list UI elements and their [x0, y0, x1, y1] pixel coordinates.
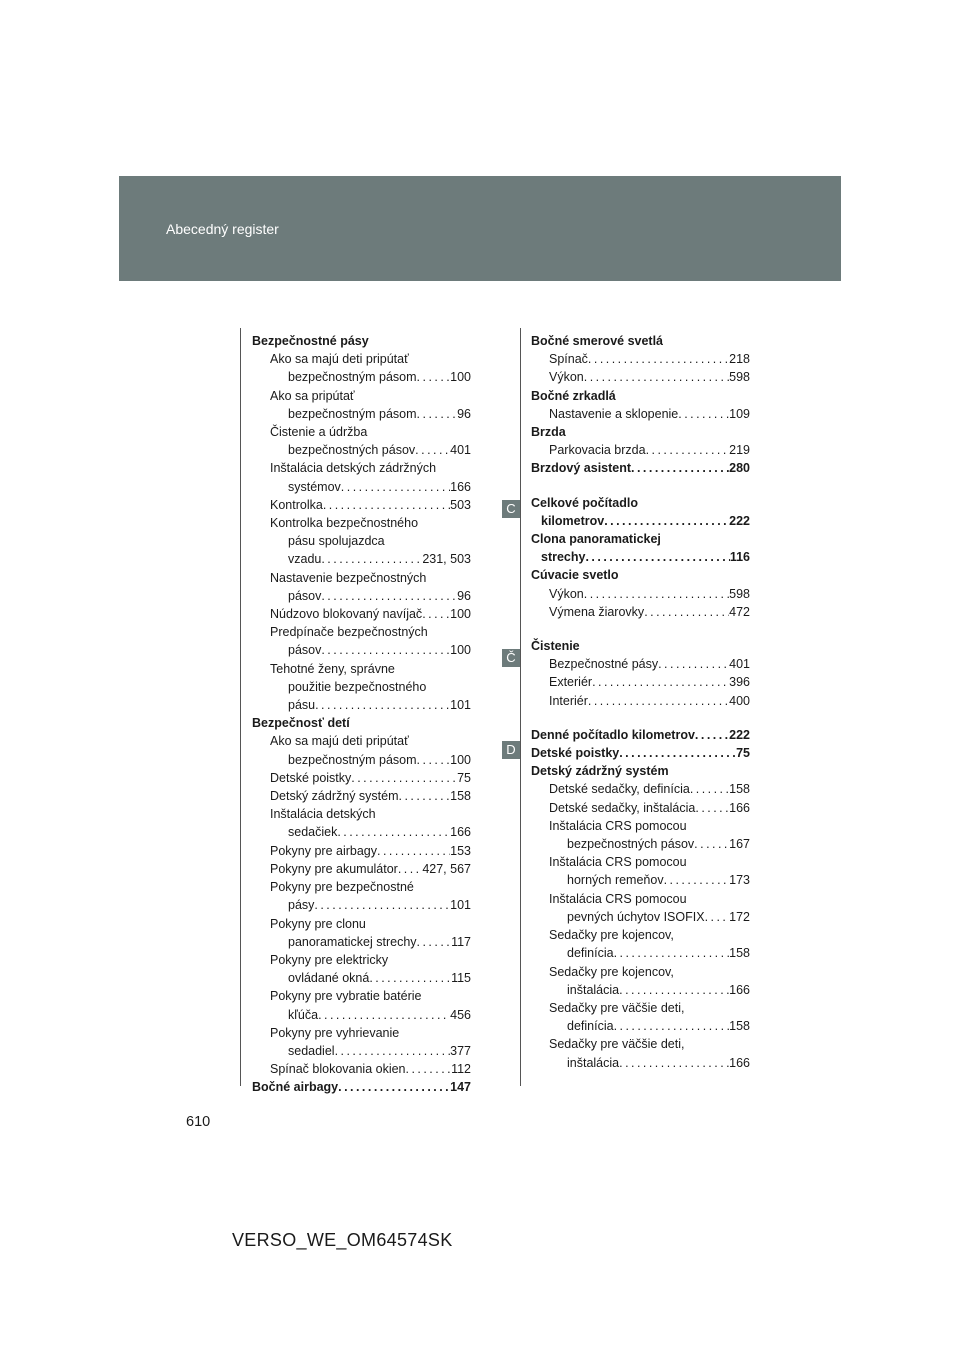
entry-text: Výkon	[549, 586, 584, 601]
index-main-entry	[531, 332, 750, 350]
page-reference[interactable]: 158	[450, 789, 471, 804]
leader-dots	[321, 587, 457, 605]
entry-text: Výmena žiarovky	[549, 604, 645, 619]
entry-text: Bočné smerové svetlá	[531, 334, 664, 348]
entry-text: Pokyny pre akumulátor	[270, 861, 398, 876]
entry-text: pevných úchytov ISOFIX	[567, 909, 705, 924]
page-reference[interactable]: 75	[457, 770, 471, 785]
index-sub-entry	[531, 999, 750, 1035]
section-gap	[531, 621, 750, 637]
page-reference[interactable]: 101	[450, 898, 471, 913]
entry-text: Bočné zrkadlá	[531, 388, 616, 403]
entry-text: Pokyny pre elektricky	[270, 952, 389, 967]
entry-text: Detské poistky	[270, 770, 352, 785]
page-reference[interactable]: 147	[450, 1080, 471, 1095]
index-main-entry	[531, 762, 750, 780]
index-main-entry	[252, 1078, 471, 1096]
entry-text: Čistenie a údržba	[270, 425, 368, 440]
entry-text: strechy	[541, 550, 586, 565]
page-reference[interactable]: 401	[729, 657, 750, 672]
letter-marker-c: C	[502, 500, 520, 518]
document-code: VERSO_WE_OM64574SK	[232, 1230, 453, 1250]
entry-text: Ako sa pripútať	[270, 388, 355, 403]
page-reference[interactable]: 219	[729, 443, 750, 458]
entry-text: vzadu	[288, 552, 322, 567]
page-reference[interactable]: 400	[729, 693, 750, 708]
entry-text: Celkové počítadlo	[531, 495, 638, 510]
page-reference[interactable]: 167	[729, 837, 750, 852]
leader-dots	[695, 726, 729, 744]
entry-text: sedadiel	[288, 1043, 335, 1058]
leader-dots	[417, 405, 458, 423]
entry-text: pásy	[288, 898, 315, 913]
page-reference[interactable]: 172	[729, 909, 750, 924]
entry-text: pásu	[288, 698, 316, 713]
page-reference[interactable]: 75	[736, 746, 750, 761]
page-reference[interactable]: 117	[451, 934, 471, 949]
index-sub-entry	[252, 605, 471, 623]
index-sub-entry	[252, 842, 471, 860]
leader-dots	[337, 823, 450, 841]
entry-text: Bočné airbagy	[252, 1080, 339, 1095]
entry-text: Pokyny pre vybratie batérie	[270, 989, 422, 1004]
page-reference[interactable]: 100	[450, 643, 471, 658]
entry-text: bezpečnostným pásom	[288, 752, 417, 767]
entry-text: inštalácia	[567, 1055, 620, 1070]
entry-text: Cúvacie svetlo	[531, 568, 619, 583]
leader-dots	[592, 673, 729, 691]
leader-dots	[694, 835, 729, 853]
page-reference[interactable]: 218	[729, 352, 750, 367]
index-sub-entry	[252, 951, 471, 987]
leader-dots	[314, 896, 450, 914]
index-sub-entry	[252, 423, 471, 459]
index-sub-entry	[252, 732, 471, 768]
entry-text: Sedačky pre väčšie deti,	[549, 1037, 685, 1052]
page-reference[interactable]: 222	[729, 513, 750, 528]
entry-text: Nastavenie a sklopenie	[549, 406, 679, 421]
leader-dots	[377, 842, 450, 860]
page-reference[interactable]: 280	[729, 461, 750, 476]
page-reference[interactable]: 158	[729, 782, 750, 797]
leader-dots	[398, 860, 422, 878]
entry-text: pásov	[288, 588, 322, 603]
leader-dots	[399, 787, 451, 805]
page-reference[interactable]: 456	[450, 1007, 471, 1022]
page-reference[interactable]: 109	[729, 406, 750, 421]
entry-text: Detské sedačky, inštalácia	[549, 800, 696, 815]
index-sub-entry	[531, 817, 750, 853]
leader-dots	[315, 696, 450, 714]
page-reference[interactable]: 166	[729, 982, 750, 997]
section-gap	[531, 478, 750, 494]
leader-dots	[614, 944, 730, 962]
index-sub-entry	[531, 603, 750, 621]
page-reference[interactable]: 377	[450, 1043, 471, 1058]
page-reference[interactable]: 100	[450, 752, 471, 767]
entry-text: Brzdový asistent	[531, 461, 632, 476]
entry-text: Detský zádržný systém	[531, 764, 669, 779]
leader-dots	[417, 368, 451, 386]
leader-dots	[588, 350, 729, 368]
entry-text: bezpečnostných pásov	[567, 837, 695, 852]
index-sub-entry	[252, 1024, 471, 1060]
index-sub-entry	[531, 405, 750, 423]
page-reference[interactable]: 166	[450, 479, 471, 494]
page-reference[interactable]: 173	[729, 873, 750, 888]
index-main-entry	[252, 332, 471, 350]
leader-dots	[619, 981, 729, 999]
index-sub-entry	[531, 926, 750, 962]
leader-dots	[604, 512, 729, 530]
entry-text: Inštalácia CRS pomocou	[549, 891, 687, 906]
entry-text: Predpínače bezpečnostných	[270, 625, 428, 640]
section-title: Abecedný register	[166, 221, 279, 237]
entry-text: Sedačky pre väčšie deti,	[549, 1000, 685, 1015]
entry-text: definícia	[567, 946, 614, 961]
index-sub-entry	[252, 805, 471, 841]
entry-text: Kontrolka bezpečnostného	[270, 516, 419, 531]
entry-text: Bezpečnosť detí	[252, 716, 350, 731]
leader-dots	[422, 605, 450, 623]
page-reference[interactable]: 222	[729, 727, 750, 742]
entry-text: pásov	[288, 643, 322, 658]
leader-dots	[678, 405, 729, 423]
entry-text: Ako sa majú deti pripútať	[270, 352, 409, 367]
entry-text: Inštalácia detských zádržných	[270, 461, 437, 476]
leader-dots	[335, 1042, 451, 1060]
page-reference[interactable]: 166	[729, 800, 750, 815]
index-sub-entry	[252, 459, 471, 495]
entry-text: Nastavenie bezpečnostných	[270, 570, 427, 585]
index-main-entry	[531, 566, 750, 584]
entry-text: Detské poistky	[531, 746, 620, 761]
index-sub-entry	[531, 585, 750, 603]
leader-dots	[631, 459, 729, 477]
leader-dots	[588, 692, 729, 710]
leader-dots	[646, 441, 730, 459]
index-column-left	[252, 332, 471, 1097]
leader-dots	[705, 908, 730, 926]
entry-text: Inštalácia detských	[270, 807, 376, 822]
index-main-entry	[252, 714, 471, 732]
leader-dots	[664, 871, 730, 889]
letter-marker-c-caron: Č	[502, 649, 520, 667]
entry-text: Denné počítadlo kilometrov	[531, 727, 695, 742]
page-reference[interactable]: 101	[450, 698, 471, 713]
index-sub-entry	[531, 963, 750, 999]
leader-dots	[338, 1078, 450, 1096]
entry-text: bezpečnostným pásom	[288, 370, 417, 385]
index-column-right	[531, 332, 750, 1072]
index-sub-entry	[531, 780, 750, 798]
index-sub-entry	[531, 853, 750, 889]
leader-dots	[321, 641, 450, 659]
entry-text: Bezpečnostné pásy	[549, 657, 659, 672]
page-reference[interactable]: 96	[457, 588, 471, 603]
column-divider-left	[240, 328, 241, 1086]
page-reference[interactable]: 100	[450, 607, 471, 622]
entry-text: bezpečnostným pásom	[288, 406, 417, 421]
index-sub-entry	[531, 890, 750, 926]
page-reference[interactable]: 166	[450, 825, 471, 840]
entry-text: Pokyny pre vyhrievanie	[270, 1025, 400, 1040]
index-sub-entry	[531, 692, 750, 710]
entry-text: Inštalácia CRS pomocou	[549, 855, 687, 870]
entry-text: kilometrov	[541, 513, 605, 528]
page-number: 610	[186, 1114, 211, 1130]
entry-text: Spínač	[549, 352, 588, 367]
entry-text: horných remeňov	[567, 873, 664, 888]
index-sub-entry	[252, 860, 471, 878]
entry-text: Výkon	[549, 370, 584, 385]
leader-dots	[614, 1017, 730, 1035]
index-sub-entry	[531, 350, 750, 368]
page-reference[interactable]: 598	[729, 586, 750, 601]
index-sub-entry	[531, 441, 750, 459]
entry-text: Interiér	[549, 693, 588, 708]
leader-dots	[351, 769, 457, 787]
leader-dots	[369, 969, 451, 987]
entry-text: Parkovacia brzda	[549, 443, 646, 458]
entry-text: inštalácia	[567, 982, 620, 997]
entry-text: Exteriér	[549, 675, 593, 690]
page-reference[interactable]: 96	[457, 406, 471, 421]
leader-dots	[323, 496, 450, 514]
index-main-entry	[531, 423, 750, 441]
page-reference[interactable]: 503	[450, 497, 471, 512]
entry-text: použitie bezpečnostného	[288, 679, 427, 694]
entry-text: Pokyny pre clonu	[270, 916, 366, 931]
leader-dots	[406, 1060, 452, 1078]
leader-dots	[644, 603, 729, 621]
entry-text: Detský zádržný systém	[270, 789, 399, 804]
index-sub-entry	[252, 350, 471, 386]
entry-text: Sedačky pre kojencov,	[549, 928, 674, 943]
section-header-bar	[119, 176, 841, 281]
page-reference[interactable]: 158	[729, 1019, 750, 1034]
entry-text: Pokyny pre airbagy	[270, 843, 378, 858]
page-reference[interactable]: 472	[729, 604, 750, 619]
page-reference[interactable]: 231, 503	[422, 552, 471, 567]
index-sub-entry	[252, 514, 471, 569]
index-main-entry	[531, 744, 750, 762]
leader-dots	[619, 1054, 729, 1072]
entry-text: definícia	[567, 1019, 614, 1034]
leader-dots	[584, 585, 729, 603]
page-reference[interactable]: 166	[729, 1055, 750, 1070]
entry-text: systémov	[288, 479, 341, 494]
index-main-entry	[531, 387, 750, 405]
index-sub-entry	[252, 623, 471, 659]
leader-dots	[619, 744, 736, 762]
leader-dots	[695, 799, 729, 817]
entry-text: Inštalácia CRS pomocou	[549, 818, 687, 833]
leader-dots	[321, 550, 422, 568]
entry-text: Clona panoramatickej	[531, 532, 661, 547]
index-main-entry	[531, 726, 750, 744]
page-reference[interactable]: 100	[450, 370, 471, 385]
index-sub-entry	[252, 915, 471, 951]
entry-text: panoramatickej strechy	[288, 934, 417, 949]
entry-text: Ako sa majú deti pripútať	[270, 734, 409, 749]
index-sub-entry	[531, 673, 750, 691]
entry-text: sedačiek	[288, 825, 338, 840]
entry-text: Bezpečnostné pásy	[252, 334, 369, 348]
index-sub-entry	[252, 1060, 471, 1078]
index-sub-entry	[252, 496, 471, 514]
entry-text: Brzda	[531, 425, 566, 440]
index-sub-entry	[531, 1035, 750, 1071]
index-sub-entry	[252, 569, 471, 605]
leader-dots	[341, 478, 450, 496]
entry-text: ovládané okná	[288, 971, 370, 986]
page-reference[interactable]: 158	[729, 946, 750, 961]
entry-text: Spínač blokovania okien	[270, 1062, 406, 1077]
entry-text: Sedačky pre kojencov,	[549, 964, 674, 979]
leader-dots	[417, 933, 452, 951]
page-reference[interactable]: 427, 567	[422, 861, 471, 876]
index-sub-entry	[252, 787, 471, 805]
leader-dots	[584, 368, 729, 386]
leader-dots	[585, 548, 729, 566]
leader-dots	[318, 1006, 450, 1024]
page-reference[interactable]: 116	[729, 550, 750, 565]
index-main-entry	[531, 494, 750, 530]
index-sub-entry	[252, 987, 471, 1023]
index-sub-entry	[252, 660, 471, 715]
index-main-entry	[531, 459, 750, 477]
page-reference[interactable]: 112	[451, 1062, 471, 1077]
page-reference[interactable]: 153	[450, 843, 471, 858]
page-reference[interactable]: 396	[729, 675, 750, 690]
leader-dots	[415, 441, 450, 459]
section-gap	[531, 710, 750, 726]
index-main-entry	[531, 530, 750, 566]
entry-text: bezpečnostných pásov	[288, 443, 416, 458]
page-reference[interactable]: 115	[451, 971, 471, 986]
index-sub-entry	[252, 769, 471, 787]
index-sub-entry	[531, 368, 750, 386]
index-sub-entry	[252, 387, 471, 423]
entry-text: Čistenie	[531, 639, 580, 654]
entry-text: pásu spolujazdca	[288, 534, 385, 549]
letter-marker-d: D	[502, 741, 520, 759]
column-divider-right	[520, 328, 521, 1086]
entry-text: Núdzovo blokovaný navíjač	[270, 607, 423, 622]
leader-dots	[658, 655, 729, 673]
index-sub-entry	[531, 655, 750, 673]
page-reference[interactable]: 598	[729, 370, 750, 385]
entry-text: Tehotné ženy, správne	[270, 661, 395, 676]
page-reference[interactable]: 401	[450, 443, 471, 458]
leader-dots	[690, 780, 729, 798]
index-sub-entry	[531, 799, 750, 817]
leader-dots	[417, 751, 451, 769]
index-sub-entry	[252, 878, 471, 914]
entry-text: kľúča	[288, 1007, 319, 1022]
entry-text: Pokyny pre bezpečnostné	[270, 880, 414, 895]
entry-text: Detské sedačky, definícia	[549, 782, 690, 797]
index-main-entry	[531, 637, 750, 655]
entry-text: Kontrolka	[270, 497, 323, 512]
